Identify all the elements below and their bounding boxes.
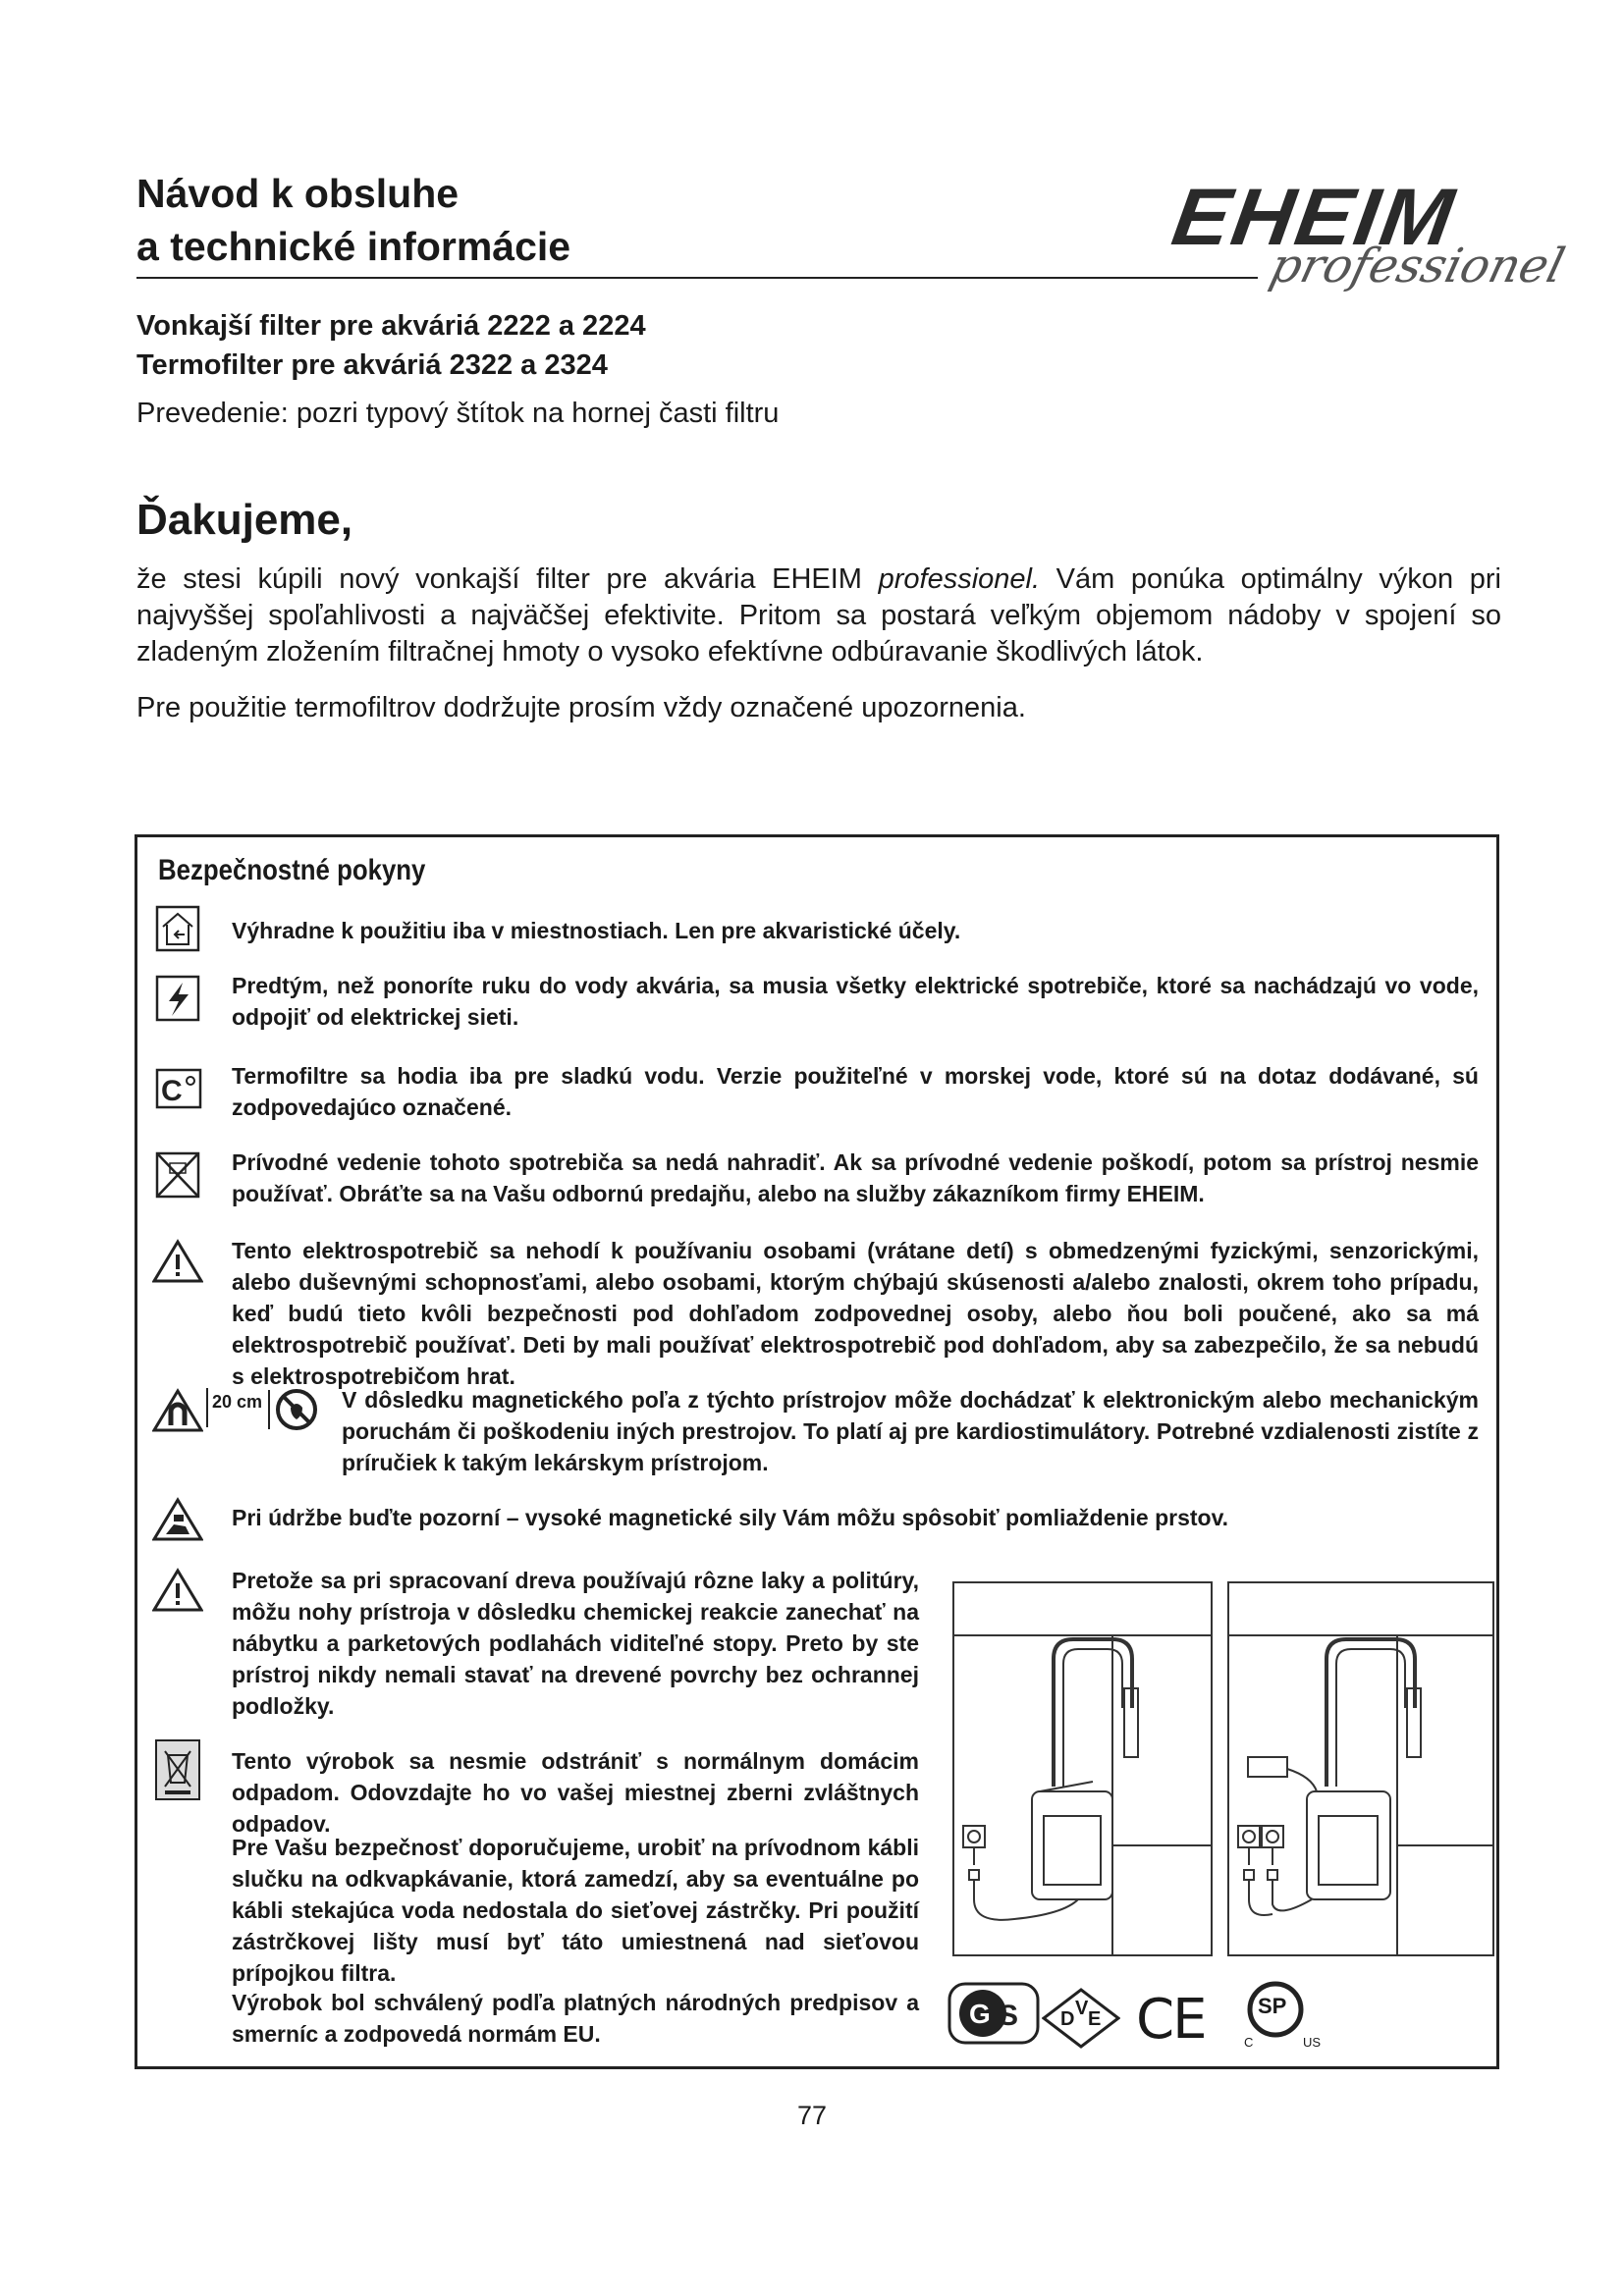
safety-text: Prívodné vedenie tohoto spotrebiča sa nedá nahradiť. Ak sa prívodné vedenie poškodí, potom sa prístroj nesmie používať. Obráťte sa na Vašu odbornú predajňu, alebo na služby zákazníkom firmy EHEIM. [232, 1149, 1479, 1206]
safety-item-magnet [342, 1384, 1479, 1478]
crush-warning-icon [152, 1497, 203, 1547]
logo-brand: EHEIM [1166, 173, 1461, 262]
csa-us: US [1303, 2035, 1322, 2050]
warning-icon [152, 1239, 203, 1289]
svg-text:S: S [999, 2000, 1019, 2032]
safety-text: Tento elektrospotrebič sa nehodí k používaniu osobami (vrátane detí) s obmedzenými fyzickými, senzorickými, alebo duševnými schopnosťami, alebo osobami, ktorým chýbajú skúsenosti a/alebo znalosti, okrem toho prípadu, keď budú tieto kvôli bezpečnosti pod dohľadom zodpovednej osoby, alebo ňou boli poučené, ako sa má elektrospotrebič používať. Deti by mali používať elektrospotrebič pod dohľadom, aby sa zabezpečilo, že sa nebudú s elektrospotrebičom hrat. [232, 1238, 1479, 1389]
safety-text: Výrobok bol schválený podľa platných národných predpisov a smerníc a zodpovedá normám EU. [232, 1990, 919, 2047]
product-line-1: Vonkajší filter pre akváriá 2222 a 2224 [136, 310, 646, 342]
safety-text: Tento výrobok sa nesmie odstrániť s normálnym domácim odpadom. Odovzdajte ho vo vašej miestnej zberni zvláštnych odpadov. [232, 1748, 919, 1837]
safety-item-wood [232, 1565, 919, 1722]
figure-power-strip [1228, 1582, 1493, 1955]
gs-mark-icon [947, 1978, 1040, 2047]
safety-item-crush [232, 1502, 1479, 1533]
intro-text-a: že stesi kúpili nový vonkajší filter pre akvária EHEIM [136, 563, 879, 595]
ce-mark: CE [1136, 1988, 1206, 2052]
warning-icon [152, 1568, 203, 1618]
vde-d: D [1060, 2008, 1075, 2030]
safety-item-drip-loop [232, 1832, 919, 1989]
product-heading [136, 306, 646, 385]
celsius-icon [155, 1068, 202, 1114]
safety-item-cable [232, 1147, 1479, 1209]
magnet-distance: 20 cm [206, 1388, 262, 1427]
safety-item-electric [232, 970, 1479, 1033]
figure-single-socket [953, 1582, 1212, 1955]
magnet-warning-icon [152, 1388, 203, 1438]
safety-text: Pretože sa pri spracovaní dreva používajú rôzne laky a politúry, môžu nohy prístroja v dôsledku chemickej reakcie zanechať na nábytku a parketových podlahách viditeľné stopy. Preto by ste prístroj nikdy nemali stavať na drevené povrchy bez ochrannej podložky. [232, 1568, 919, 1719]
indoor-use-icon [155, 905, 200, 957]
intro-text-b: Vám ponúka optimálny výkon pri najvyššej spoľahlivosti a najväčšej efektivite. Pritom sa postará veľkým objemom nádoby v spojení so zladeným zložením filtračnej hmoty o vysoko efektívne odbúravanie škodlivých látok. [136, 563, 1501, 667]
safety-text: Termofiltre sa hodia iba pre sladkú vodu. Verzie použiteľné v morskej vode, ktoré sú na dotaz dodávané, sú zodpovedajúco označené. [232, 1063, 1479, 1120]
page-title [136, 167, 570, 273]
svg-text:C: C [161, 1075, 183, 1107]
no-pacemaker-icon [267, 1386, 322, 1438]
title-line-1: Návod k obsluhe [136, 171, 460, 216]
csa-text: SP [1258, 1994, 1287, 2018]
safety-text: Pri údržbe buďte pozorní – vysoké magnetické sily Vám môžu spôsobiť pomliaždenie prstov. [232, 1505, 1229, 1530]
title-line-2: a technické informácie [136, 224, 571, 269]
csa-c: C [1244, 2035, 1254, 2050]
no-cable-replace-icon [155, 1151, 200, 1203]
svg-text:G: G [969, 1999, 991, 2029]
intro-emphasis: professionel. [878, 563, 1041, 595]
vde-v: V [1075, 1998, 1089, 2019]
intro-note: Pre použitie termofiltrov dodržujte prosím vždy označené upozornenia. [136, 692, 1026, 723]
eheim-logo [1166, 172, 1570, 304]
page-number: 77 [796, 2101, 828, 2130]
vde-e: E [1088, 2008, 1102, 2030]
vde-mark-icon [1042, 1988, 1120, 2049]
product-line-2: Termofilter pre akváriá 2322 a 2324 [136, 349, 608, 381]
safety-item-approval [232, 1987, 919, 2050]
weee-bin-icon [155, 1739, 200, 1805]
safety-heading: Bezpečnostné pokyny [158, 854, 426, 886]
safety-item-persons [232, 1235, 1479, 1392]
safety-item-indoor [232, 915, 1479, 946]
version-note: Prevedenie: pozri typový štítok na hornej časti filtru [136, 398, 780, 429]
logo-sub: professionel [1265, 239, 1570, 294]
safety-item-celsius [232, 1060, 1479, 1123]
safety-text: Predtým, než ponoríte ruku do vody akvária, sa musia všetky elektrické spotrebiče, ktoré sa nachádzajú vo vode, odpojiť od elektrickej sieti. [232, 973, 1479, 1030]
installation-figures [946, 1580, 1500, 1963]
header-rule [136, 277, 1258, 279]
intro-paragraph [136, 561, 1501, 670]
safety-text: Výhradne k použitiu iba v miestnostiach. Len pre akvaristické účely. [232, 918, 961, 943]
safety-item-disposal [232, 1745, 919, 1840]
thanks-heading: Ďakujeme, [136, 496, 353, 544]
safety-text: V dôsledku magnetického poľa z týchto prístrojov môže dochádzať k elektronickým alebo mechanickým poruchám či poškodeniu iných prestrojov. To platí aj pre kardiostimulátory. Potrebné vzdialenosti zistíte z príručiek k takým lekárskym prístrojom. [342, 1387, 1479, 1475]
safety-text: Pre Vašu bezpečnosť doporučujeme, urobiť na prívodnom kábli slučku na odkvapkávanie, ktorá zamedzí, aby sa eventuálne po kábli stekajúca voda nedostala do sieťovej zástrčky. Pri použití zástrčkovej lišty musí byť táto umiestnená nad sieťovou prípojkou filtra. [232, 1835, 919, 1986]
csa-mark-icon [1244, 1978, 1326, 2053]
electric-shock-icon [155, 975, 200, 1027]
